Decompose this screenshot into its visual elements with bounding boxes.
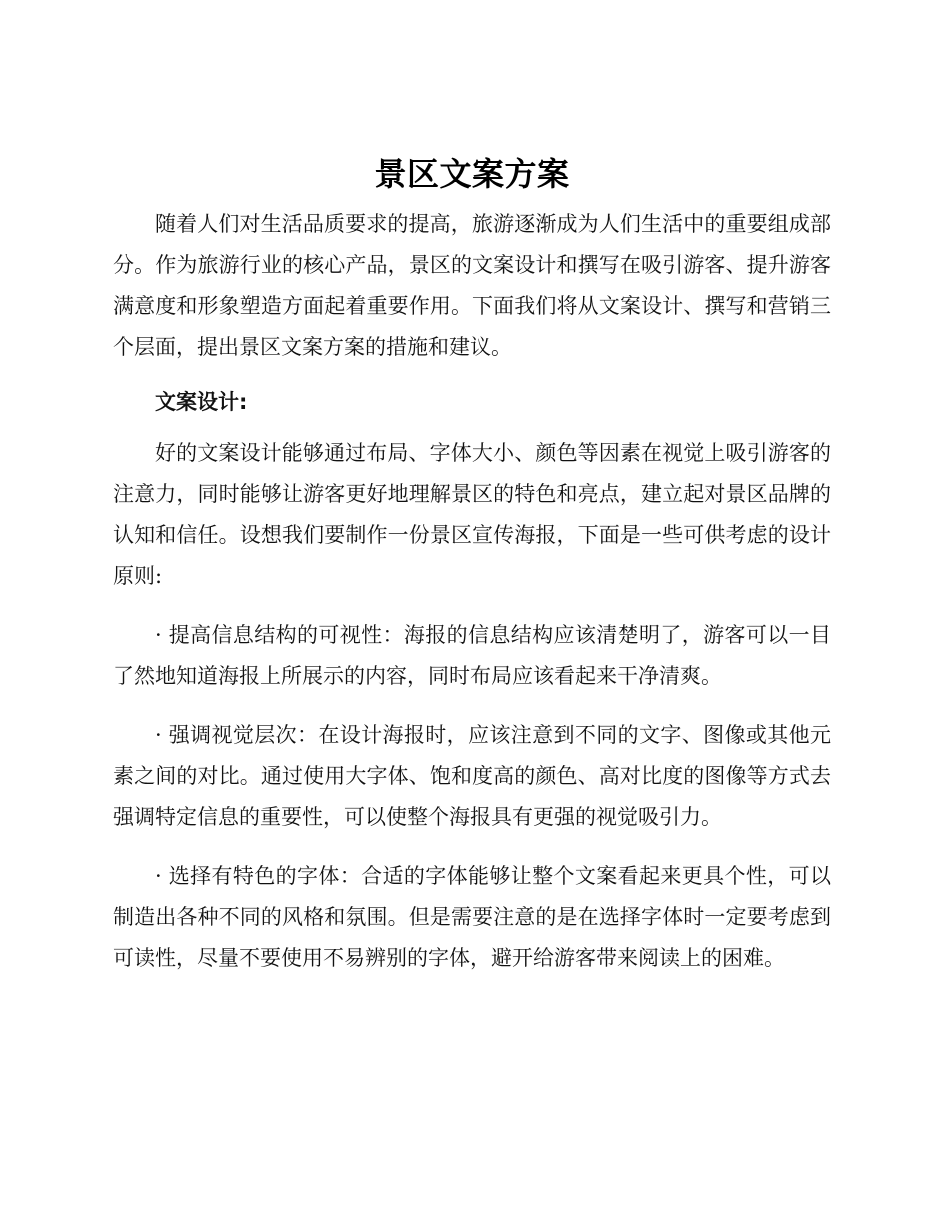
section-heading-copy-design: 文案设计: — [155, 390, 248, 414]
bullet-item: · 提高信息结构的可视性：海报的信息结构应该清楚明了，游客可以一目了然地知道海报上所展示的内容，同时布局应该看起来干净清爽。 — [113, 623, 831, 688]
bullet-item: · 强调视觉层次：在设计海报时，应该注意到不同的文字、图像或其他元素之间的对比。通过使用大字体、饱和度高的颜色、高对比度的图像等方式去强调特定信息的重要性，可以使整个海报具有更强的视觉吸引力。 — [113, 723, 831, 829]
bullet-item: · 选择有特色的字体：合适的字体能够让整个文案看起来更具个性，可以制造出各种不同的风格和氛围。但是需要注意的是在选择字体时一定要考虑到可读性，尽量不要使用不易辨别的字体，避开给游客带来阅读上的困难。 — [113, 864, 831, 970]
document-body — [113, 150, 831, 979]
intro-paragraph: 随着人们对生活品质要求的提高，旅游逐渐成为人们生活中的重要组成部分。作为旅游行业的核心产品，景区的文案设计和撰写在吸引游客、提升游客满意度和形象塑造方面起着重要作用。下面我们将从文案设计、撰写和营销三个层面，提出景区文案方案的措施和建议。 — [113, 212, 831, 359]
document-title: 景区文案方案 — [374, 155, 570, 193]
design-paragraph: 好的文案设计能够通过布局、字体大小、颜色等因素在视觉上吸引游客的注意力，同时能够让游客更好地理解景区的特色和亮点，建立起对景区品牌的认知和信任。设想我们要制作一份景区宣传海报，下面是一些可供考虑的设计原则: — [113, 441, 831, 588]
